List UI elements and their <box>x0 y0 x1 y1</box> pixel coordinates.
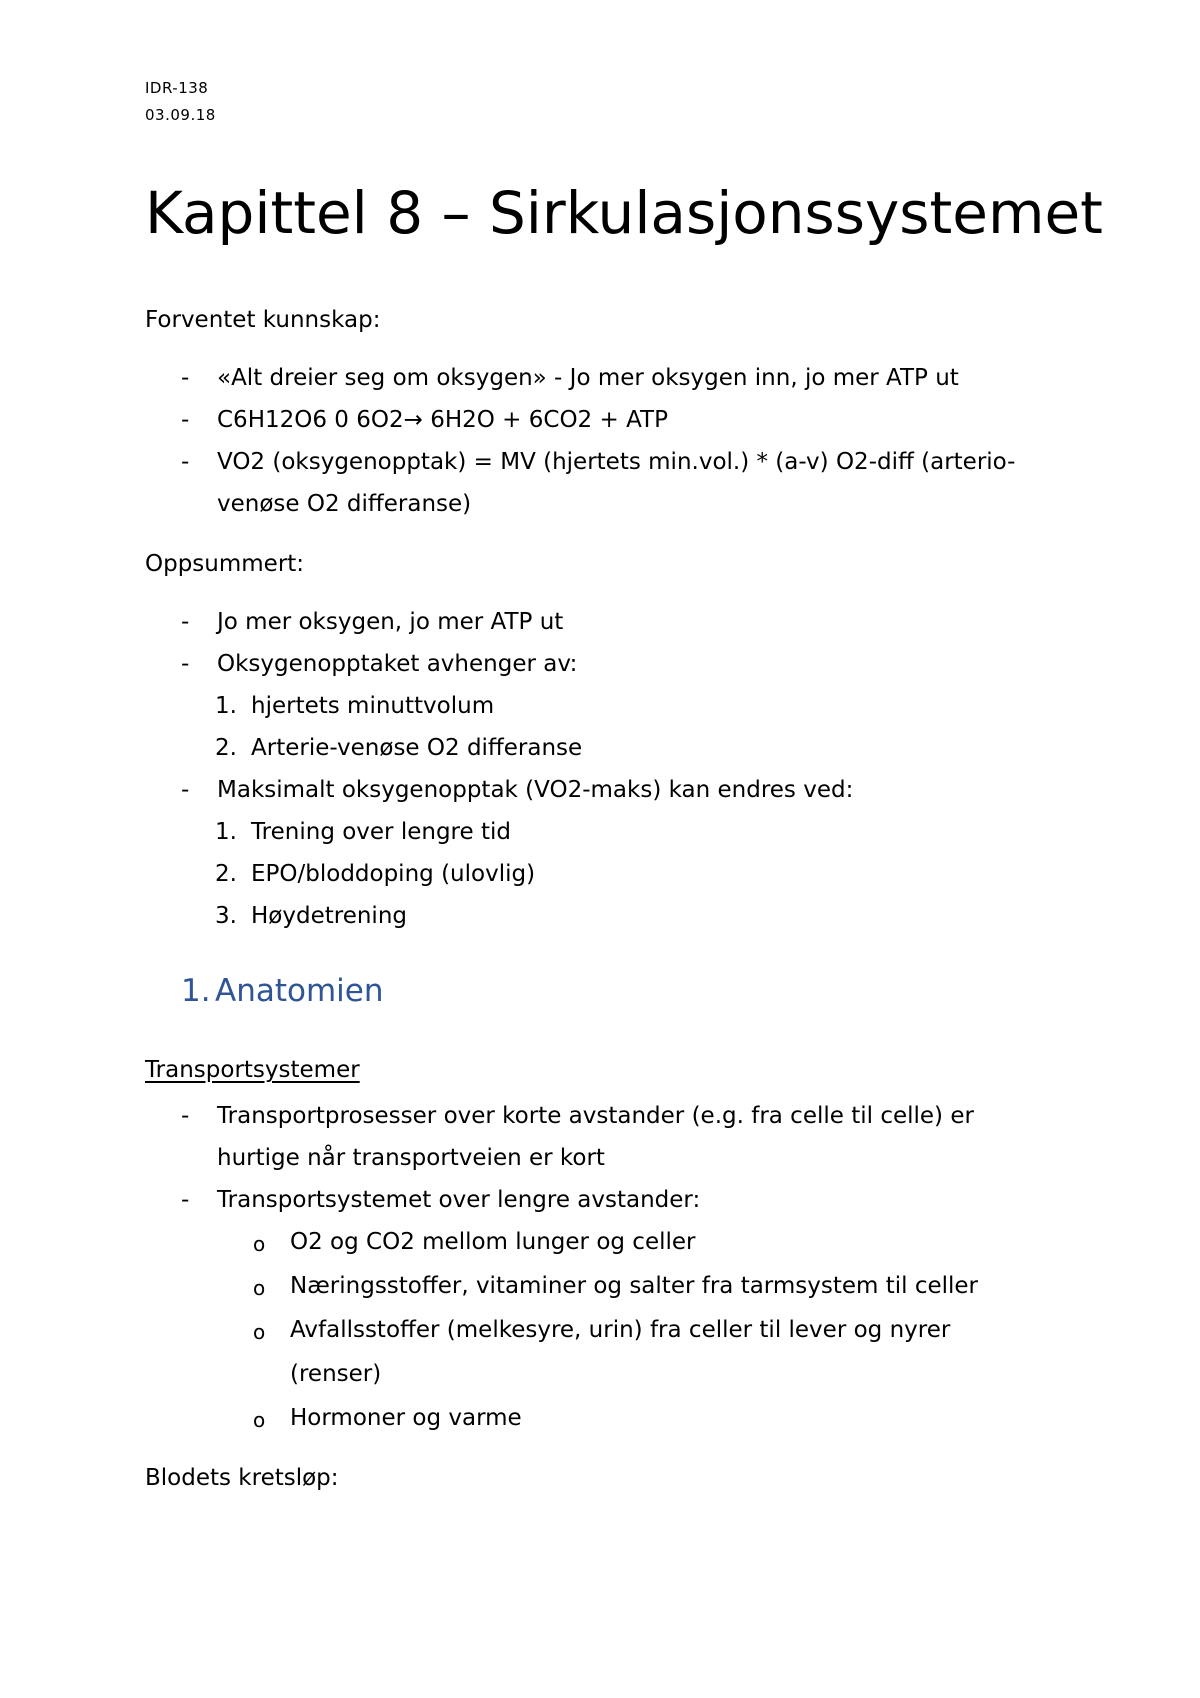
oppsummert-item-2-sub-1: hjertets minuttvolum <box>251 693 495 719</box>
oppsummert-item-2-sub-2: Arterie-venøse O2 differanse <box>251 735 583 761</box>
transport-label: Transportsystemer <box>145 1057 360 1083</box>
document-date: 03.09.18 <box>145 106 216 124</box>
section-number: 1. <box>181 973 211 1009</box>
bullet-circle: o <box>253 1276 266 1300</box>
bullet-dash: - <box>181 449 190 475</box>
forventet-item-1: «Alt dreier seg om oksygen» - Jo mer oksygen inn, jo mer ATP ut <box>217 365 959 391</box>
bullet-dash: - <box>181 609 190 635</box>
blodets-label: Blodets kretsløp: <box>145 1465 339 1491</box>
bullet-dash: - <box>181 777 190 803</box>
transport-item-2: Transportsystemet over lengre avstander: <box>217 1187 701 1213</box>
transport-sub-1: O2 og CO2 mellom lunger og celler <box>290 1229 696 1255</box>
forventet-label: Forventet kunnskap: <box>145 307 381 333</box>
course-code: IDR-138 <box>145 79 209 97</box>
transport-sub-3: Avfallsstoffer (melkesyre, urin) fra celler til lever og nyrer <box>290 1317 951 1343</box>
bullet-circle: o <box>253 1320 266 1344</box>
oppsummert-item-3: Maksimalt oksygenopptak (VO2-maks) kan endres ved: <box>217 777 854 803</box>
forventet-item-3-cont: venøse O2 differanse) <box>217 491 472 517</box>
transport-sub-3-cont: (renser) <box>290 1361 382 1387</box>
oppsummert-label: Oppsummert: <box>145 551 305 577</box>
list-number: 3. <box>215 903 237 929</box>
bullet-dash: - <box>181 1187 190 1213</box>
oppsummert-item-2: Oksygenopptaket avhenger av: <box>217 651 578 677</box>
list-number: 1. <box>215 819 237 845</box>
forventet-item-2: C6H12O6 0 6O2→ 6H2O + 6CO2 + ATP <box>217 407 668 433</box>
transport-item-1-cont: hurtige når transportveien er kort <box>217 1145 605 1171</box>
bullet-dash: - <box>181 407 190 433</box>
bullet-dash: - <box>181 365 190 391</box>
oppsummert-item-3-sub-3: Høydetrening <box>251 903 407 929</box>
forventet-item-3: VO2 (oksygenopptak) = MV (hjertets min.vol.) * (a-v) O2-diff (arterio- <box>217 449 1016 475</box>
bullet-circle: o <box>253 1408 266 1432</box>
section-heading-anatomien <box>181 967 384 1015</box>
oppsummert-item-3-sub-2: EPO/bloddoping (ulovlig) <box>251 861 536 887</box>
oppsummert-item-3-sub-1: Trening over lengre tid <box>251 819 511 845</box>
transport-sub-4: Hormoner og varme <box>290 1405 522 1431</box>
section-title: Anatomien <box>215 973 384 1009</box>
bullet-dash: - <box>181 1103 190 1129</box>
list-number: 1. <box>215 693 237 719</box>
bullet-circle: o <box>253 1232 266 1256</box>
oppsummert-item-1: Jo mer oksygen, jo mer ATP ut <box>217 609 564 635</box>
transport-sub-2: Næringsstoffer, vitaminer og salter fra tarmsystem til celler <box>290 1273 979 1299</box>
page-title: Kapittel 8 – Sirkulasjonssystemet <box>145 179 1103 247</box>
list-number: 2. <box>215 735 237 761</box>
list-number: 2. <box>215 861 237 887</box>
bullet-dash: - <box>181 651 190 677</box>
transport-item-1: Transportprosesser over korte avstander (e.g. fra celle til celle) er <box>217 1103 974 1129</box>
